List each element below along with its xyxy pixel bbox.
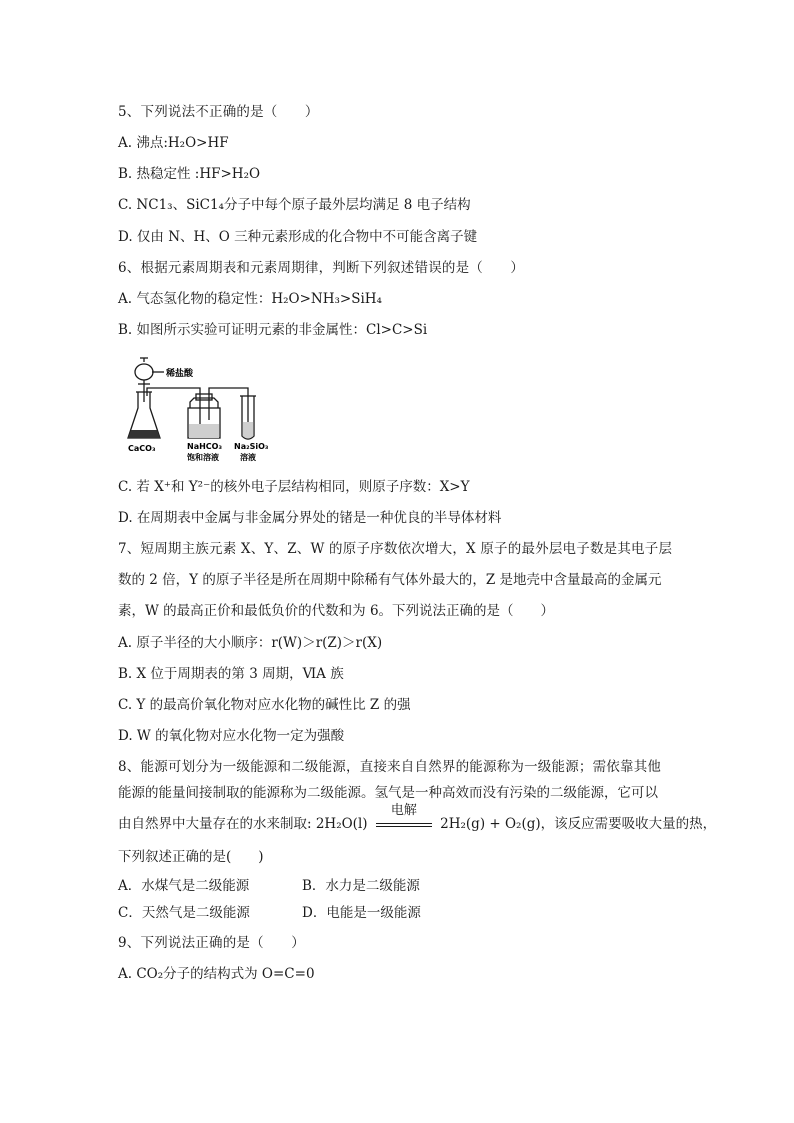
q8-stem-line-1: 8、能源可划分为一级能源和二级能源，直接来自自然界的能源称为一级能源；需依靠其他: [118, 759, 662, 775]
q7-stem-line-3: 素，W 的最高正价和最低负价的代数和为 6。下列说法正确的是（ ）: [118, 603, 555, 619]
q7-stem-line-2: 数的 2 倍，Y 的原子半径是所在周期中除稀有气体外最大的，Z 是地壳中含量最高的金属元: [118, 572, 662, 588]
q8-equation-left: 由自然界中大量存在的水来制取: 2H₂O(l): [118, 816, 368, 832]
tube-label-2: 溶液: [240, 453, 256, 462]
experiment-apparatus-figure: [124, 350, 284, 470]
q5-stem: 5、下列说法不正确的是（ ）: [118, 104, 319, 120]
q8-option-c: C．天然气是二级能源: [118, 905, 250, 921]
q5-option-d: D. 仅由 N、H、O 三种元素形成的化合物中不可能含离子键: [118, 229, 478, 245]
q9-option-a: A. CO₂分子的结构式为 O=C=0: [118, 966, 315, 982]
q8-option-b: B．水力是二级能源: [302, 878, 420, 894]
q8-stem-line-2: 能源的能量间接制取的能源称为二级能源。氢气是一种高效而没有污染的二级能源，它可以: [118, 785, 658, 801]
q8-option-a: A．水煤气是二级能源: [118, 878, 250, 894]
q8-option-d: D．电能是一级能源: [302, 905, 421, 921]
q7-option-c: C. Y 的最高价氧化物对应水化物的碱性比 Z 的强: [118, 697, 411, 713]
flask-label: CaCO₃: [128, 444, 156, 453]
q8-stem-line-4: 下列叙述正确的是( ): [118, 849, 264, 865]
q6-option-b: B. 如图所示实验可证明元素的非金属性：Cl>C>Si: [118, 322, 428, 338]
q5-option-c: C. NC1₃、SiC1₄分子中每个原子最外层均满足 8 电子结构: [118, 197, 471, 213]
q7-option-d: D. W 的氧化物对应水化物一定为强酸: [118, 728, 345, 744]
q6-option-c: C. 若 X⁺和 Y²⁻的核外电子层结构相同，则原子序数：X>Y: [118, 479, 470, 495]
tube-label-1: Na₂SiO₃: [234, 442, 269, 451]
q9-stem: 9、下列说法正确的是（ ）: [118, 935, 305, 951]
bottle-label-2: 饱和溶液: [187, 453, 219, 462]
q6-option-a: A. 气态氢化物的稳定性：H₂O>NH₃>SiH₄: [118, 291, 382, 307]
q7-stem-line-1: 7、短周期主族元素 X、Y、Z、W 的原子序数依次增大，X 原子的最外层电子数是其电子层: [118, 541, 673, 557]
q5-option-a: A. 沸点:H₂O>HF: [118, 135, 229, 151]
q8-stem-line-3: [118, 802, 717, 835]
electrolysis-label: 电解: [390, 802, 417, 818]
q6-option-d: D. 在周期表中金属与非金属分界处的锗是一种优良的半导体材料: [118, 510, 502, 526]
electrolysis-arrow: [374, 802, 434, 835]
q8-equation-right: 2H₂(g) + O₂(g)，该反应需要吸收大量的热，: [440, 816, 717, 832]
q5-option-b: B. 热稳定性 :HF>H₂O: [118, 166, 261, 182]
funnel-label: 稀盐酸: [166, 369, 194, 379]
q7-option-b: B. X 位于周期表的第 3 周期，ⅥA 族: [118, 666, 344, 682]
q6-stem: 6、根据元素周期表和元素周期律，判断下列叙述错误的是（ ）: [118, 260, 525, 276]
q7-option-a: A. 原子半径的大小顺序：r(W)＞r(Z)＞r(X): [118, 635, 383, 651]
bottle-label-1: NaHCO₃: [187, 442, 222, 451]
